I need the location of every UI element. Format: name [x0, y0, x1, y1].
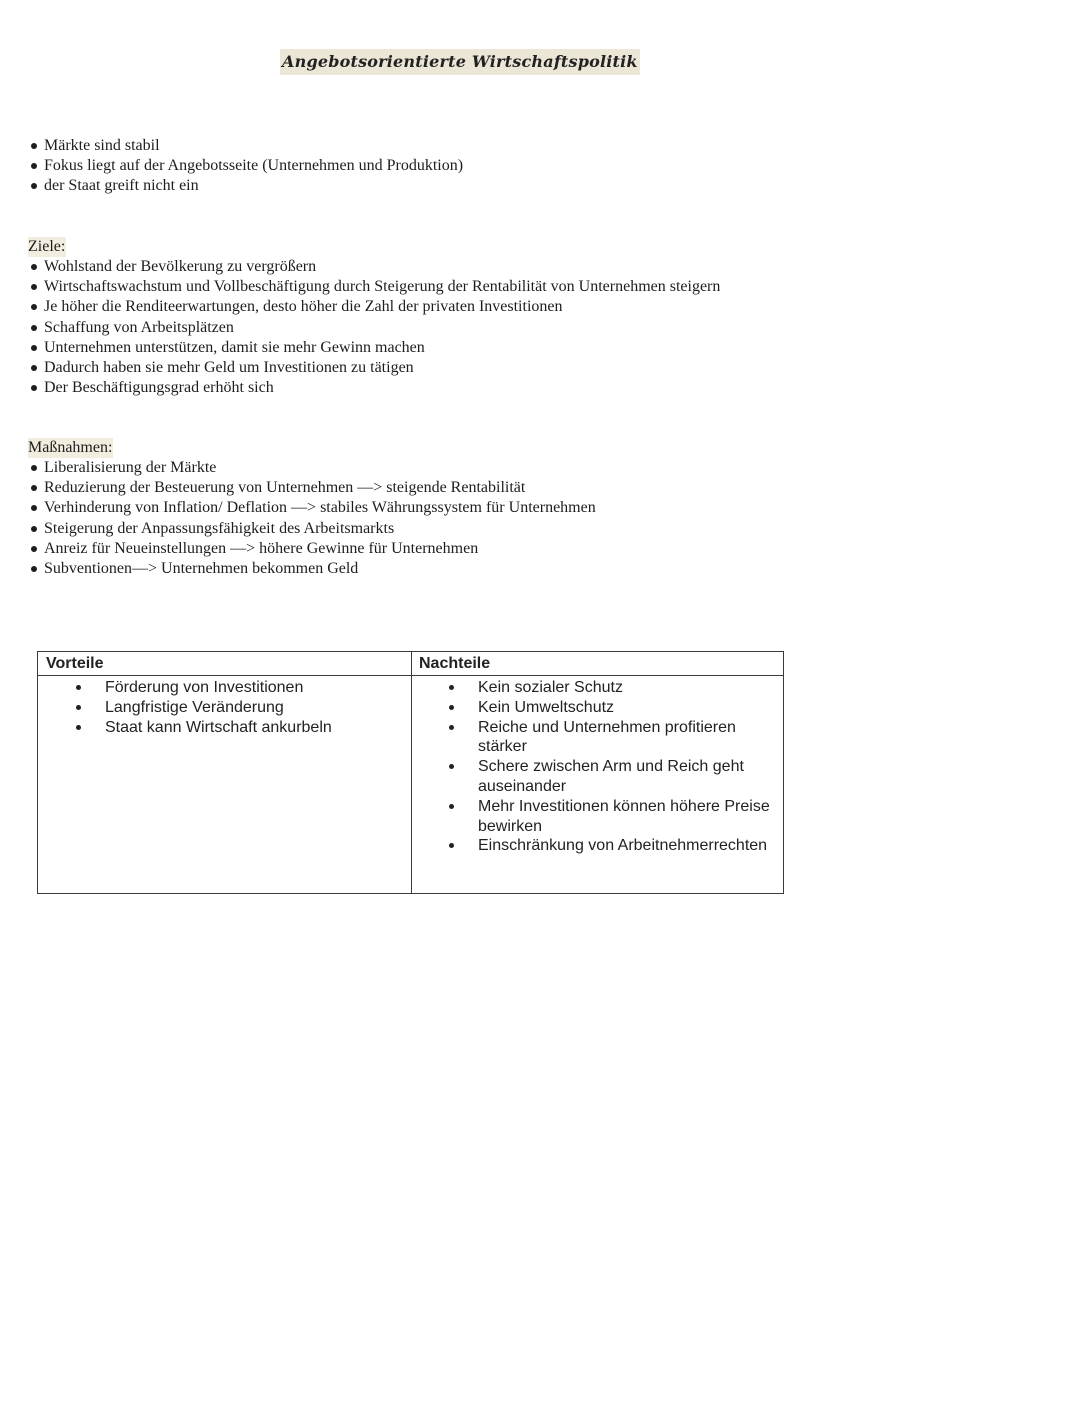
intro-list: [28, 136, 463, 197]
massnahmen-list: [28, 458, 596, 579]
vorteile-heading: Vorteile: [38, 652, 411, 676]
ziele-heading: Ziele:: [28, 238, 66, 255]
list-item: Fokus liegt auf der Angebotsseite (Unternehmen und Produktion): [28, 156, 463, 176]
intro-section: [28, 136, 463, 197]
list-item: Unternehmen unterstützen, damit sie mehr Gewinn machen: [28, 338, 720, 358]
nachteile-list: [411, 678, 783, 856]
list-item: Liberalisierung der Märkte: [28, 458, 596, 478]
list-item: Wirtschaftswachstum und Vollbeschäftigung durch Steigerung der Rentabilität von Unternehmen steigern: [28, 277, 720, 297]
ziele-section: [28, 237, 720, 398]
table-cell-item: Reiche und Unternehmen profitieren stärker: [411, 718, 783, 758]
table-cell-item: Kein sozialer Schutz: [411, 678, 783, 698]
table-cell-item: Langfristige Veränderung: [38, 698, 411, 718]
list-item: Verhinderung von Inflation/ Deflation —> stabiles Währungssystem für Unternehmen: [28, 498, 596, 518]
list-item: Subventionen—> Unternehmen bekommen Geld: [28, 559, 596, 579]
list-item: Wohlstand der Bevölkerung zu vergrößern: [28, 257, 720, 277]
list-item: Anreiz für Neueinstellungen —> höhere Gewinne für Unternehmen: [28, 539, 596, 559]
massnahmen-heading: Maßnahmen:: [28, 439, 113, 456]
vorteile-column: [38, 652, 412, 893]
table-cell-item: Kein Umweltschutz: [411, 698, 783, 718]
table-cell-item: Schere zwischen Arm und Reich geht auseinander: [411, 757, 783, 797]
table-cell-item: Förderung von Investitionen: [38, 678, 411, 698]
vorteile-list: [38, 678, 411, 737]
list-item: Je höher die Renditeerwartungen, desto höher die Zahl der privaten Investitionen: [28, 297, 720, 317]
list-item: Steigerung der Anpassungsfähigkeit des Arbeitsmarkts: [28, 519, 596, 539]
list-item: der Staat greift nicht ein: [28, 176, 463, 196]
nachteile-column: [411, 652, 783, 893]
table-cell-item: Einschränkung von Arbeitnehmerrechten: [411, 836, 783, 856]
pros-cons-table: [37, 651, 784, 894]
list-item: Märkte sind stabil: [28, 136, 463, 156]
ziele-list: [28, 257, 720, 398]
list-item: Schaffung von Arbeitsplätzen: [28, 318, 720, 338]
list-item: Der Beschäftigungsgrad erhöht sich: [28, 378, 720, 398]
nachteile-heading: Nachteile: [411, 652, 783, 676]
list-item: Dadurch haben sie mehr Geld um Investitionen zu tätigen: [28, 358, 720, 378]
page-title: Angebotsorientierte Wirtschaftspolitik: [280, 49, 640, 75]
table-cell-item: Mehr Investitionen können höhere Preise bewirken: [411, 797, 783, 837]
list-item: Reduzierung der Besteuerung von Unternehmen —> steigende Rentabilität: [28, 478, 596, 498]
massnahmen-section: [28, 438, 596, 579]
table-cell-item: Staat kann Wirtschaft ankurbeln: [38, 718, 411, 738]
